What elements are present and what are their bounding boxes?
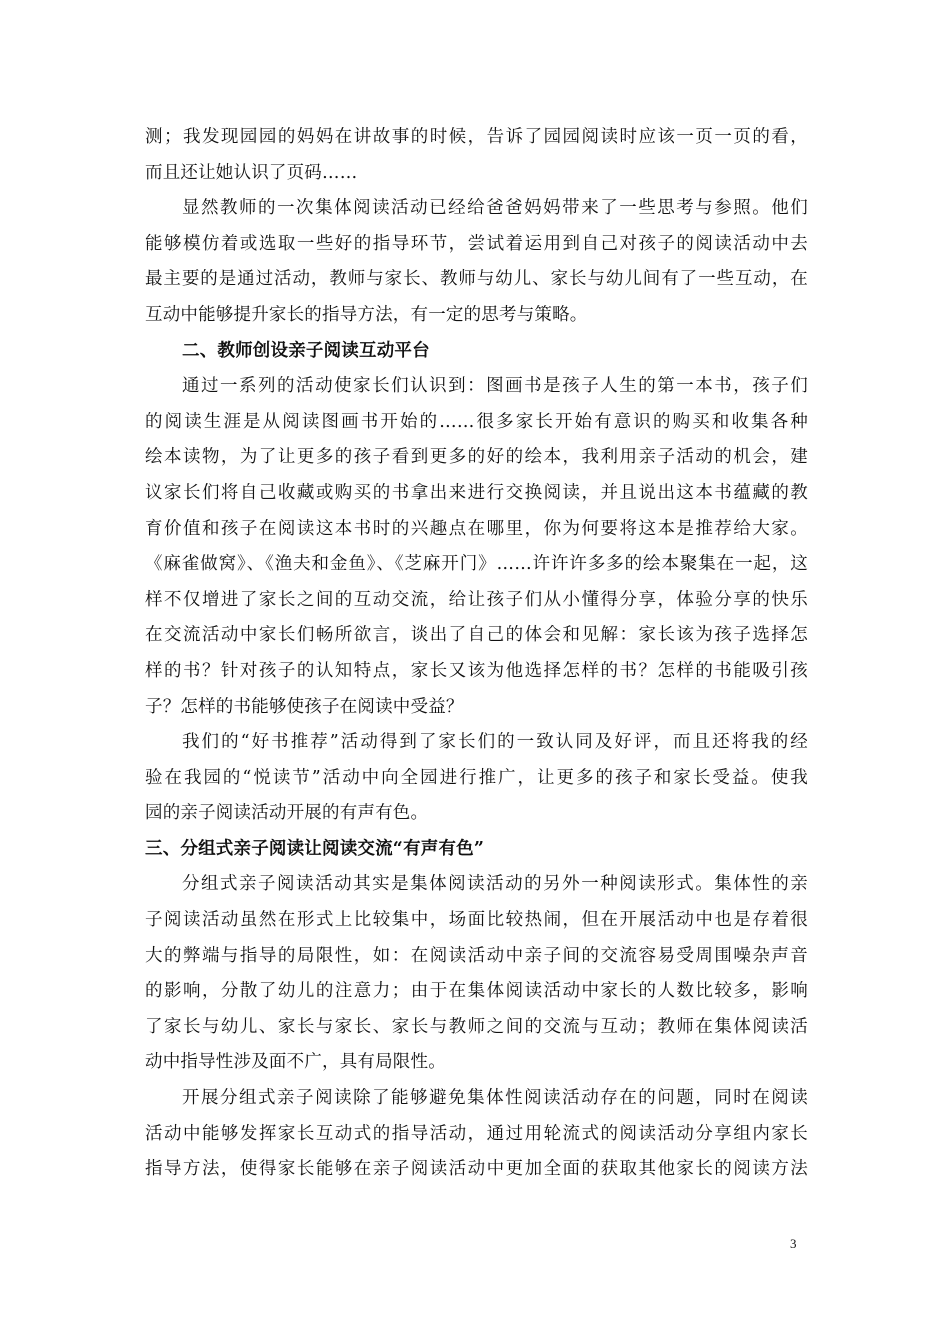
text-line: 而且还让她认识了页码…… (145, 162, 358, 183)
text-line: 的影响，分散了幼儿的注意力；由于在集体阅读活动中家长的人数比较多，影响 (145, 981, 808, 1002)
section-heading: 二、教师创设亲子阅读互动平台 (182, 340, 430, 361)
text-line: 的阅读生涯是从阅读图画书开始的……很多家长开始有意识的购买和收集各种 (145, 411, 808, 432)
text-line: 样的书？针对孩子的认知特点，家长又该为他选择怎样的书？怎样的书能吸引孩 (145, 660, 808, 681)
text-line: 开展分组式亲子阅读除了能够避免集体性阅读活动存在的问题，同时在阅读 (182, 1088, 808, 1109)
text-line: 分组式亲子阅读活动其实是集体阅读活动的另外一种阅读形式。集体性的亲 (182, 874, 808, 895)
text-line: 《麻雀做窝》、《渔夫和金鱼》、《芝麻开门》……许许许多多的绘本聚集在一起，这 (145, 554, 808, 575)
page-number: 3 (790, 1236, 797, 1251)
text-line: 最主要的是通过活动，教师与家长、教师与幼儿、家长与幼儿间有了一些互动，在 (145, 269, 808, 290)
text-line: 验在我园的“悦读节”活动中向全园进行推广，让更多的孩子和家长受益。使我 (145, 767, 808, 788)
text-line: 育价值和孩子在阅读这本书时的兴趣点在哪里，你为何要将这本是推荐给大家。 (145, 518, 808, 539)
body-text (145, 120, 808, 1188)
text-line: 子？怎样的书能够使孩子在阅读中受益？ (145, 696, 464, 717)
text-line: 显然教师的一次集体阅读活动已经给爸爸妈妈带来了一些思考与参照。他们 (182, 198, 808, 219)
text-line: 指导方法，使得家长能够在亲子阅读活动中更加全面的获取其他家长的阅读方法 (145, 1159, 808, 1180)
text-line: 大的弊端与指导的局限性，如：在阅读活动中亲子间的交流容易受周围噪杂声音 (145, 945, 808, 966)
text-line: 活动中能够发挥家长互动式的指导活动，通过用轮流式的阅读活动分享组内家长 (145, 1123, 808, 1144)
text-line: 样不仅增进了家长之间的互动交流，给让孩子们从小懂得分享，体验分享的快乐 (145, 589, 808, 610)
section-heading: 三、分组式亲子阅读让阅读交流“有声有色” (145, 838, 485, 859)
text-line: 园的亲子阅读活动开展的有声有色。 (145, 803, 429, 824)
text-line: 子阅读活动虽然在形式上比较集中，场面比较热闹，但在开展活动中也是存着很 (145, 910, 808, 931)
text-line: 在交流活动中家长们畅所欲言，谈出了自己的体会和见解：家长该为孩子选择怎 (145, 625, 808, 646)
text-line: 绘本读物，为了让更多的孩子看到更多的好的绘本，我利用亲子活动的机会，建 (145, 447, 808, 468)
text-line: 了家长与幼儿、家长与家长、家长与教师之间的交流与互动；教师在集体阅读活 (145, 1016, 808, 1037)
text-line: 我们的“好书推荐”活动得到了家长们的一致认同及好评，而且还将我的经 (182, 732, 808, 753)
text-line: 动中指导性涉及面不广，具有局限性。 (145, 1052, 446, 1073)
text-line: 通过一系列的活动使家长们认识到：图画书是孩子人生的第一本书，孩子们 (182, 376, 808, 397)
text-line: 互动中能够提升家长的指导方法，有一定的思考与策略。 (145, 304, 588, 325)
text-line: 议家长们将自己收藏或购买的书拿出来进行交换阅读，并且说出这本书蕴藏的教 (145, 482, 808, 503)
text-line: 能够模仿着或选取一些好的指导环节，尝试着运用到自己对孩子的阅读活动中去 (145, 233, 808, 254)
text-line: 测；我发现园园的妈妈在讲故事的时候，告诉了园园阅读时应该一页一页的看， (145, 127, 808, 147)
